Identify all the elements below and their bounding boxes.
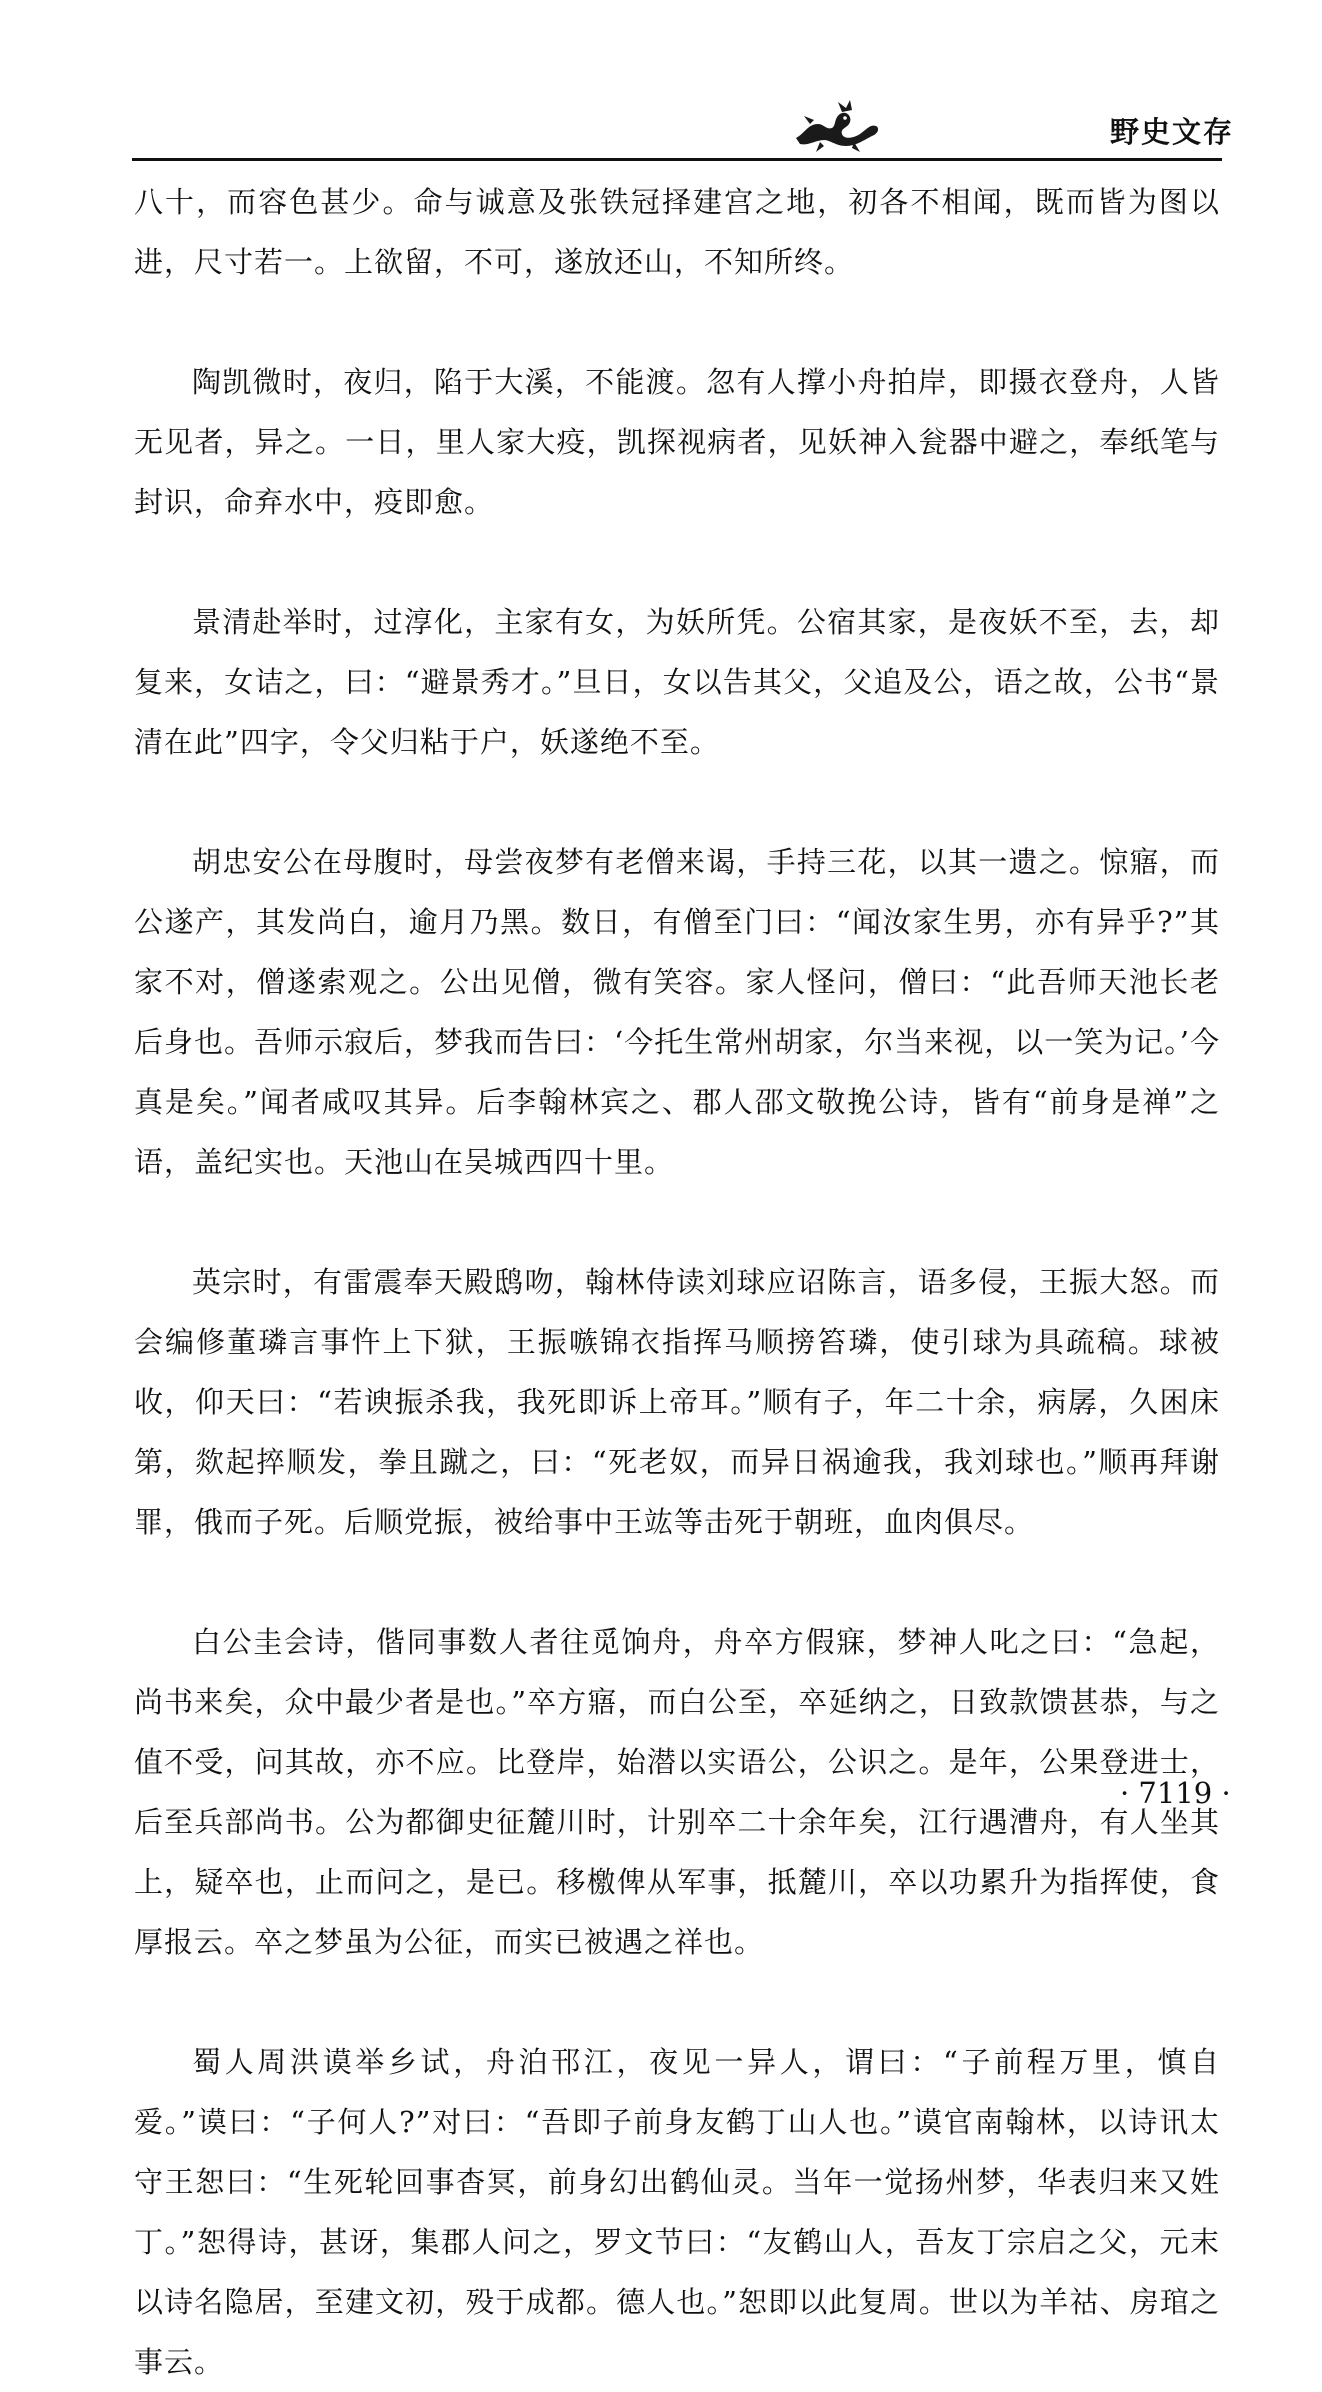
paragraph-gap	[134, 1192, 1220, 1252]
paragraph-4: 胡忠安公在母腹时，母尝夜梦有老僧来谒，手持三花，以其一遗之。惊寤，而公遂产，其发尚白，逾月乃黑。数日，有僧至门曰：“闻汝家生男，亦有异乎?”其家不对，僧遂索观之。公出见僧，微有笑容。家人怪问，僧曰：“此吾师天池长老后身也。吾师示寂后，梦我而告曰：‘今托生常州胡家，尔当来视，以一笑为记。’今真是矣。”闻者咸叹其异。后李翰林宾之、郡人邵文敬挽公诗，皆有“前身是禅”之语，盖纪实也。天池山在吴城西四十里。	[134, 845, 1220, 1179]
paragraph-3: 景清赴举时，过淳化，主家有女，为妖所凭。公宿其家，是夜妖不至，去，却复来，女诘之，曰：“避景秀才。”旦日，女以告其父，父追及公，语之故，公书“景清在此”四字，令父归粘于户，妖遂绝不至。	[134, 605, 1220, 759]
paragraph-6: 白公圭会诗，偕同事数人者往觅饷舟，舟卒方假寐，梦神人叱之曰：“急起，尚书来矣，众中最少者是也。”卒方寤，而白公至，卒延纳之，日致款馈甚恭，与之值不受，问其故，亦不应。比登岸，始潜以实语公，公识之。是年，公果登进士，后至兵部尚书。公为都御史征麓川时，计别卒二十余年矣，江行遇漕舟，有人坐其上，疑卒也，止而问之，是已。移檄俾从军事，抵麓川，卒以功累升为指挥使，食厚报云。卒之梦虽为公征，而实已被遇之祥也。	[134, 1625, 1220, 1959]
page-body	[134, 172, 1220, 2392]
paragraph-gap	[134, 1552, 1220, 1612]
series-title: 野史文存	[1110, 115, 1235, 149]
paragraph-7: 蜀人周洪谟举乡试，舟泊邗江，夜见一异人，谓曰：“子前程万里，慎自爱。”谟曰：“子何人?”对曰：“吾即子前身友鹤丁山人也。”谟官南翰林，以诗讯太守王恕曰：“生死轮回事杳冥，前身幻出鹤仙灵。当年一觉扬州梦，华表归来又姓丁。”恕得诗，甚讶，集郡人问之，罗文节曰：“友鹤山人，吾友丁宗启之父，元末以诗名隐居，至建文初，殁于成都。德人也。”恕即以此复周。世以为羊祜、房琯之事云。	[134, 2045, 1220, 2379]
paragraph-gap	[134, 532, 1220, 592]
paragraph-gap	[134, 1972, 1220, 2032]
dragon-icon	[790, 94, 886, 158]
header-rule	[132, 158, 1222, 161]
page-number: · 7119 ·	[1120, 1776, 1231, 1810]
paragraph-gap	[134, 292, 1220, 352]
paragraph-1: 八十，而容色甚少。命与诚意及张铁冠择建宫之地，初各不相闻，既而皆为图以进，尺寸若一。上欲留，不可，遂放还山，不知所终。	[134, 185, 1220, 279]
paragraph-5: 英宗时，有雷震奉天殿鸱吻，翰林侍读刘球应诏陈言，语多侵，王振大怒。而会编修董璘言事忤上下狱，王振嗾锦衣指挥马顺搒笞璘，使引球为具疏稿。球被收，仰天曰：“若谀振杀我，我死即诉上帝耳。”顺有子，年二十余，病孱，久困床第，欻起捽顺发，拳且蹴之，曰：“死老奴，而异日祸逾我，我刘球也。”顺再拜谢罪，俄而子死。后顺党振，被给事中王竑等击死于朝班，血肉俱尽。	[134, 1265, 1220, 1539]
paragraph-gap	[134, 772, 1220, 832]
page-header	[0, 88, 1322, 168]
paragraph-2: 陶凯微时，夜归，陷于大溪，不能渡。忽有人撑小舟拍岸，即摄衣登舟，人皆无见者，异之。一日，里人家大疫，凯探视病者，见妖神入瓮器中避之，奉纸笔与封识，命弃水中，疫即愈。	[134, 365, 1220, 519]
